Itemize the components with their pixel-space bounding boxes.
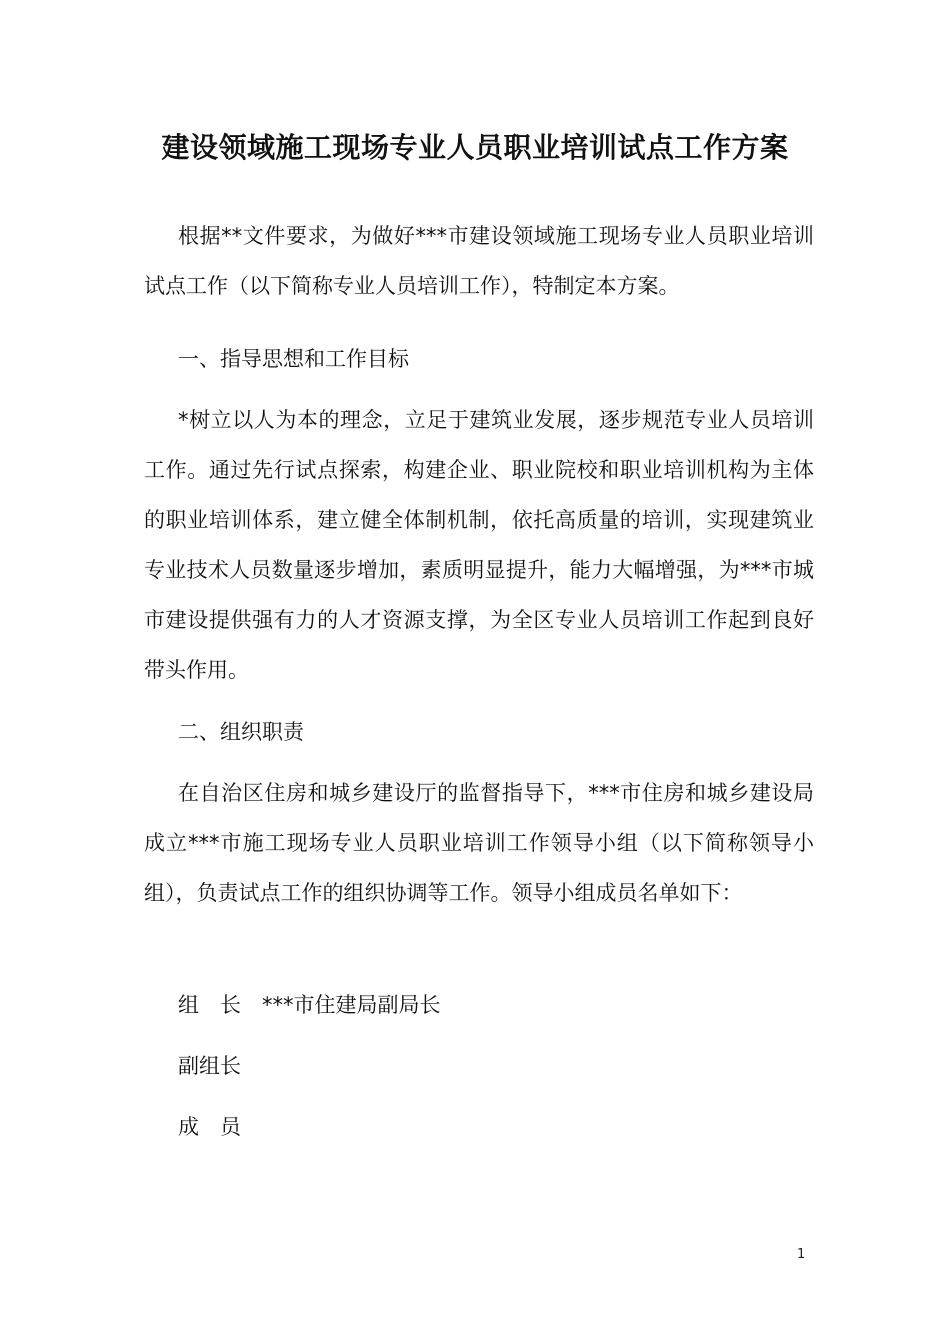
members-line: 成 员	[178, 1115, 241, 1139]
guiding-ideology-paragraph: *树立以人为本的理念，立足于建筑业发展，逐步规范专业人员培训工作。通过先行试点探索，构建企业、职业院校和职业培训机构为主体的职业培训体系，建立健全体制机制，依托高质量的培训，实现建筑业专业技术人员数量逐步增加，素质明显提升，能力大幅增强，为***市城市建设提供强有力的人才资源支撑，为全区专业人员培训工作起到良好带头作用。	[144, 408, 814, 682]
page-number: 1	[797, 1247, 806, 1262]
deputy-leader-line: 副组长	[178, 1054, 241, 1078]
document-title: 建设领域施工现场专业人员职业培训试点工作方案	[161, 131, 789, 164]
leader-line: 组 长 ***市住建局副局长	[178, 993, 441, 1017]
section-heading-guiding-ideology: 一、指导思想和工作目标	[178, 347, 409, 371]
section-heading-organization: 二、组织职责	[178, 720, 304, 744]
organization-paragraph: 在自治区住房和城乡建设厅的监督指导下，***市住房和城乡建设局成立***市施工现场专业人员职业培训工作领导小组（以下简称领导小组），负责试点工作的组织协调等工作。领导小组成员名单如下：	[144, 781, 814, 905]
intro-paragraph: 根据**文件要求，为做好***市建设领域施工现场专业人员职业培训试点工作（以下简称专业人员培训工作），特制定本方案。	[144, 224, 814, 298]
